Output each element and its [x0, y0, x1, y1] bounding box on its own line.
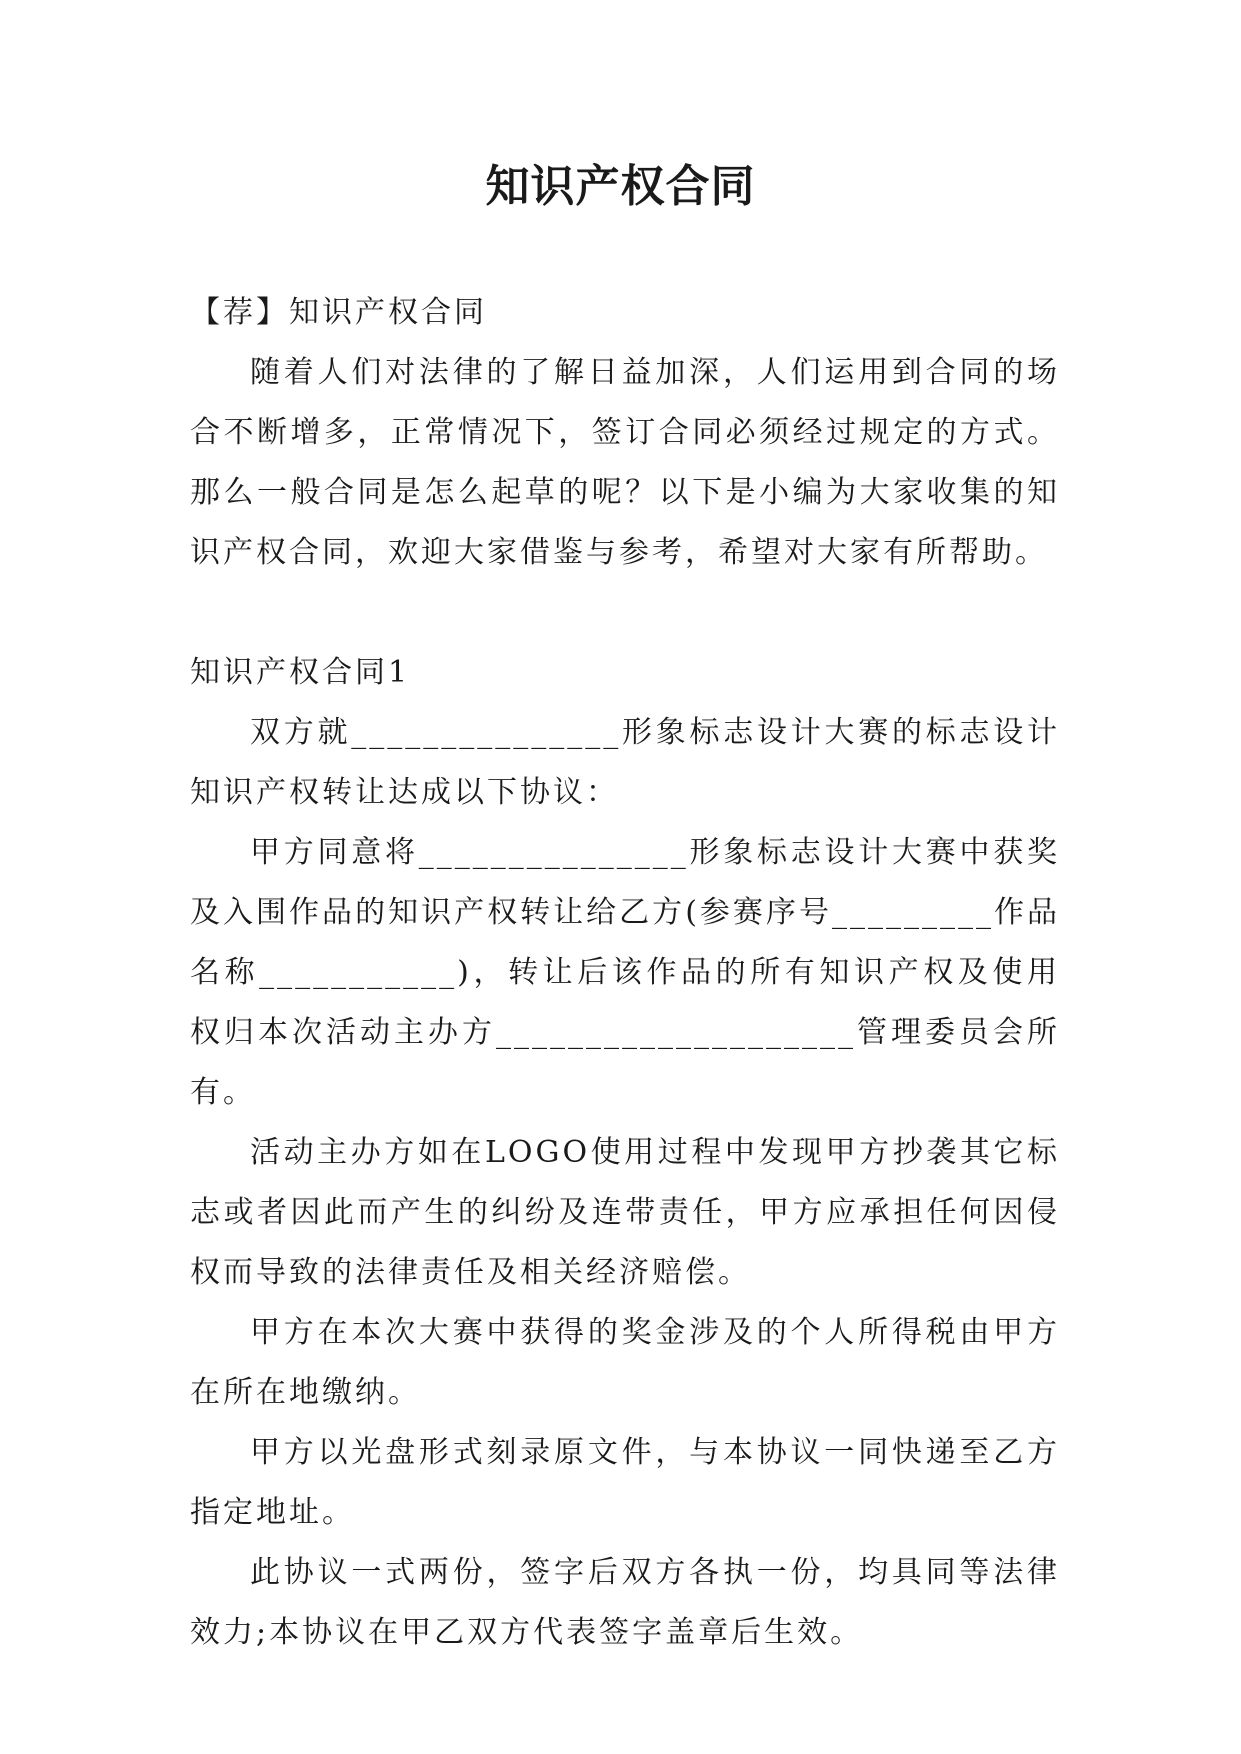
clause-paragraph: 双方就_______________形象标志设计大赛的标志设计知识产权转让达成以下协议： [190, 715, 1060, 810]
section-heading: 知识产权合同1 [190, 655, 411, 690]
document-subtitle: 【荐】知识产权合同 [190, 295, 487, 330]
clause-paragraph: 此协议一式两份，签字后双方各执一份，均具同等法律效力;本协议在甲乙双方代表签字盖章后生效。 [190, 1555, 1060, 1650]
section-spacer [190, 583, 1060, 643]
document-body [190, 283, 1060, 1663]
page-title: 知识产权合同 [485, 161, 756, 212]
clause-paragraph: 甲方以光盘形式刻录原文件，与本协议一同快递至乙方指定地址。 [190, 1435, 1060, 1530]
clause-paragraph: 甲方在本次大赛中获得的奖金涉及的个人所得税由甲方在所在地缴纳。 [190, 1315, 1060, 1410]
intro-paragraph: 随着人们对法律的了解日益加深，人们运用到合同的场合不断增多，正常情况下，签订合同必须经过规定的方式。那么一般合同是怎么起草的呢？以下是小编为大家收集的知识产权合同，欢迎大家借鉴与参考，希望对大家有所帮助。 [190, 355, 1060, 570]
clause-paragraph: 甲方同意将_______________形象标志设计大赛中获奖及入围作品的知识产权转让给乙方(参赛序号_________作品名称___________)，转让后该作品的所有知识产权及使用权归本次活动主办方____________________管理委员会所有。 [190, 835, 1060, 1110]
clause-paragraph: 活动主办方如在LOGO使用过程中发现甲方抄袭其它标志或者因此而产生的纠纷及连带责任，甲方应承担任何因侵权而导致的法律责任及相关经济赔偿。 [190, 1135, 1060, 1290]
